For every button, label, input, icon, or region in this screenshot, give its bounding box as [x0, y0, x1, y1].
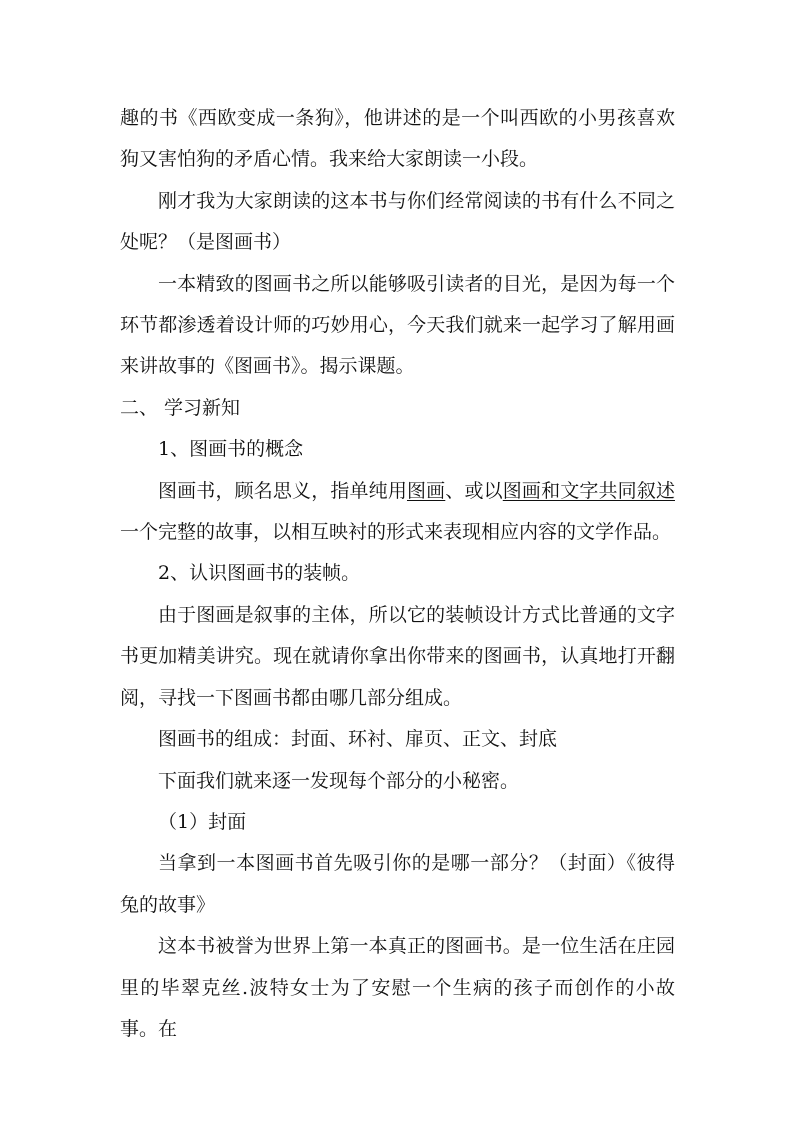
underlined-term-picture-text: 图画和文字共同叙述	[502, 479, 675, 502]
paragraph-question: 刚才我为大家朗读的这本书与你们经常阅读的书有什么不同之处呢？（是图画书）	[120, 189, 675, 254]
section-heading-learn-new: 二、 学习新知	[120, 396, 241, 419]
subheading-cover: （1）封面	[158, 810, 247, 833]
paragraph-components: 图画书的组成：封面、环衬、扉页、正文、封底	[158, 728, 558, 751]
underlined-term-picture: 图画	[406, 479, 446, 502]
document-page	[120, 98, 675, 1050]
paragraph-peter-rabbit: 这本书被誉为世界上第一本真正的图画书。是一位生活在庄园里的毕翠克丝.波特女士为了安慰一个生病的孩子而创作的小故事。在	[120, 935, 675, 1040]
paragraph-binding-design: 由于图画是叙事的主体，所以它的装帧设计方式比普通的文字书更加精美讲究。现在就请你拿出你带来的图画书，认真地打开翻阅，寻找一下图画书都由哪几部分组成。	[120, 603, 675, 709]
definition-text-start: 图画书，顾名思义，指单纯用	[158, 479, 407, 502]
definition-text-end: 一个完整的故事，以相互映衬的形式来表现相应内容的文学作品。	[120, 521, 672, 544]
paragraph-definition	[120, 471, 675, 554]
paragraph-secrets: 下面我们就来逐一发现每个部分的小秘密。	[158, 769, 520, 792]
subheading-binding: 2、认识图画书的装帧。	[158, 562, 361, 585]
paragraph-cover-question: 当拿到一本图画书首先吸引你的是哪一部分？（封面）《彼得兔的故事》	[120, 852, 675, 916]
subheading-concept: 1、图画书的概念	[158, 438, 304, 461]
paragraph-topic-reveal: 一本精致的图画书之所以能够吸引读者的目光，是因为每一个环节都渗透着设计师的巧妙用心，今天我们就来一起学习了解用画来讲故事的《图画书》。揭示课题。	[120, 272, 675, 378]
definition-text-mid: 、或以	[445, 479, 503, 502]
paragraph-intro-book: 趣的书《西欧变成一条狗》，他讲述的是一个叫西欧的小男孩喜欢狗又害怕狗的矛盾心情。我来给大家朗读一小段。	[120, 107, 675, 171]
